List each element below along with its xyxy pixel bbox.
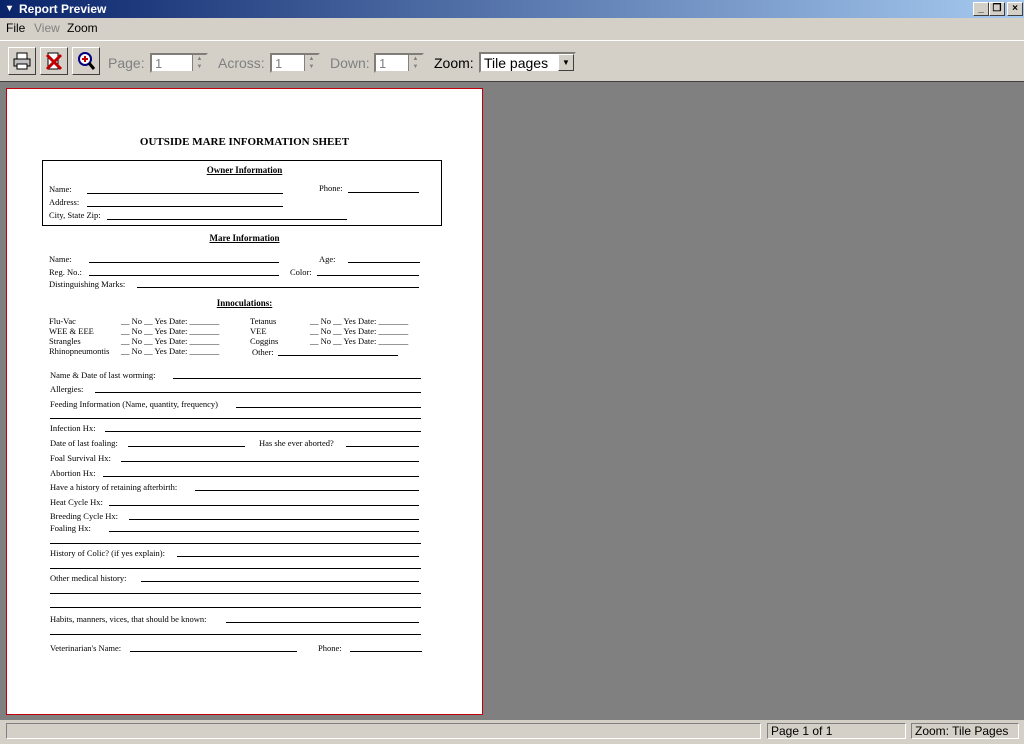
form-line (107, 219, 347, 220)
worming-label: Name & Date of last worming: (50, 370, 156, 380)
medical-label: Other medical history: (50, 573, 127, 583)
allergies-label: Allergies: (50, 384, 84, 394)
magnifier-icon (76, 51, 96, 71)
title-bar (0, 0, 1024, 18)
print-button[interactable] (8, 47, 36, 75)
colic-label: History of Colic? (if yes explain): (50, 548, 165, 558)
window-title: Report Preview (19, 2, 107, 16)
breeding-cycle-label: Breeding Cycle Hx: (50, 511, 118, 521)
form-line (195, 490, 419, 491)
zoom-select-value: Tile pages (484, 55, 549, 71)
owner-phone-label: Phone: (319, 183, 343, 193)
zoom-in-button[interactable] (72, 47, 100, 75)
printer-icon (12, 51, 32, 71)
innoc-coggins: Coggins (250, 336, 279, 346)
form-line (50, 593, 421, 594)
close-preview-icon (44, 51, 64, 71)
innoc-vee: VEE (250, 326, 267, 336)
zoom-select[interactable] (479, 52, 576, 73)
owner-address-label: Address: (49, 197, 80, 207)
innoc-strangles: Strangles (49, 336, 81, 346)
afterbirth-label: Have a history of retaining afterbirth: (50, 482, 178, 492)
form-line (109, 505, 419, 506)
form-line (50, 607, 421, 608)
form-line (346, 446, 419, 447)
abortion-label: Abortion Hx: (50, 468, 96, 478)
across-value: 1 (275, 56, 283, 71)
form-line (226, 622, 419, 623)
form-line (105, 431, 421, 432)
form-line (129, 519, 419, 520)
page-spinner[interactable] (150, 53, 208, 73)
form-line (128, 446, 245, 447)
minimize-button[interactable] (973, 2, 989, 16)
aborted-label: Has she ever aborted? (259, 438, 334, 448)
minimize-icon: _ (978, 3, 984, 14)
status-zoom: Zoom: Tile Pages (911, 723, 1019, 739)
form-line (50, 568, 421, 569)
form-line (278, 355, 398, 356)
form-line (50, 634, 421, 635)
form-line (50, 418, 421, 419)
close-icon: × (1012, 3, 1018, 14)
zoom-label: Zoom: (434, 55, 474, 71)
page-value: 1 (155, 56, 163, 71)
foaling-date-label: Date of last foaling: (50, 438, 118, 448)
vet-name-label: Veterinarian's Name: (50, 643, 122, 653)
mare-color-label: Color: (290, 267, 312, 277)
status-bar (0, 720, 1024, 744)
mare-age-label: Age: (319, 254, 336, 264)
form-line (236, 407, 421, 408)
innoc-flu: Flu-Vac (49, 316, 76, 326)
close-button[interactable] (1007, 2, 1023, 16)
status-message (6, 723, 761, 739)
form-line (137, 287, 419, 288)
form-line (109, 531, 419, 532)
form-line (121, 461, 419, 462)
form-line (350, 651, 422, 652)
down-spinner[interactable] (374, 53, 424, 73)
page-label: Page: (108, 55, 145, 71)
close-preview-button[interactable] (40, 47, 68, 75)
app-icon: ▾ (6, 3, 13, 14)
form-line (50, 543, 421, 544)
form-line (103, 476, 419, 477)
foal-survival-label: Foal Survival Hx: (50, 453, 111, 463)
owner-city-label: City, State Zip: (49, 210, 101, 220)
form-line (95, 392, 421, 393)
menu-file[interactable]: File (6, 21, 26, 35)
across-spinner[interactable] (270, 53, 320, 73)
innoc-heading: Innoculations: (216, 298, 273, 308)
across-label: Across: (218, 55, 265, 71)
form-line (130, 651, 297, 652)
preview-area[interactable] (0, 81, 1024, 720)
form-line (173, 378, 421, 379)
menu-view[interactable]: View (34, 21, 60, 35)
innoc-other-label: Other: (252, 347, 274, 357)
mare-heading: Mare Information (209, 233, 280, 243)
vet-phone-label: Phone: (318, 643, 342, 653)
form-line (89, 275, 279, 276)
down-value: 1 (379, 56, 387, 71)
form-line (317, 275, 419, 276)
form-line (348, 262, 420, 263)
mare-reg-label: Reg. No.: (49, 267, 82, 277)
innoc-wee: WEE & EEE (49, 326, 94, 336)
heat-cycle-label: Heat Cycle Hx: (50, 497, 103, 507)
owner-name-label: Name: (49, 184, 72, 194)
foaling-hx-label: Foaling Hx: (50, 523, 91, 533)
form-line (177, 556, 419, 557)
spinner-arrows-icon[interactable]: ▲ ▼ (408, 55, 422, 71)
report-title: OUTSIDE MARE INFORMATION SHEET (139, 136, 350, 148)
infection-label: Infection Hx: (50, 423, 96, 433)
owner-heading: Owner Information (206, 165, 283, 175)
status-page: Page 1 of 1 (767, 723, 906, 739)
feeding-label: Feeding Information (Name, quantity, frequency) (50, 399, 218, 409)
mare-name-label: Name: (49, 254, 72, 264)
form-line (89, 262, 279, 263)
spinner-arrows-icon[interactable]: ▲ ▼ (192, 55, 206, 71)
menu-zoom[interactable]: Zoom (67, 21, 98, 35)
form-line (87, 193, 283, 194)
down-label: Down: (330, 55, 370, 71)
innoc-tetanus: Tetanus (250, 316, 277, 326)
dropdown-arrow-icon[interactable]: ▼ (558, 54, 574, 71)
form-line (141, 581, 419, 582)
restore-icon: ❐ (992, 3, 1002, 14)
restore-button[interactable] (989, 2, 1005, 16)
form-line (87, 206, 283, 207)
report-page: OUTSIDE MARE INFORMATION SHEET Owner Information Name: Phone: Address: City, State Zip: Mare Information Name: Age: Reg. No.: Color: Distinguishing Marks: Innoculations: Flu-Vac WEE & EEE Strangles Rhinopneumontis __ No __ Yes Date: _______ __ No __ Yes Date: _______ __ No __ Yes Date: _______ __ No __ Yes Date: _______ Tetanus VEE Coggins __ No __ Yes Date: _______ __ No __ Yes Date: _______ __ No __ Yes Date: _______ Other: Name & Date of last worming: Allergies: Feeding Information (Name, quantity, frequency) Infection Hx: Date of last foaling: Has she ever aborted? Foal Survival Hx: Abortion Hx: Have a history of retaining afterbirth: Heat Cycle Hx: Breeding Cycle Hx: Foaling Hx: History of Colic? (if yes explain): Other medical history: Habits, manners, vices, that should be known: Veterinarian's Name: Phone: (6, 88, 483, 715)
innoc-rhino: Rhinopneumontis (49, 346, 110, 356)
habits-label: Habits, manners, vices, that should be known: (50, 614, 207, 624)
spinner-arrows-icon[interactable]: ▲ ▼ (304, 55, 318, 71)
menu-bar (0, 18, 1024, 38)
form-line (348, 192, 419, 193)
mare-marks-label: Distinguishing Marks: (49, 279, 126, 289)
